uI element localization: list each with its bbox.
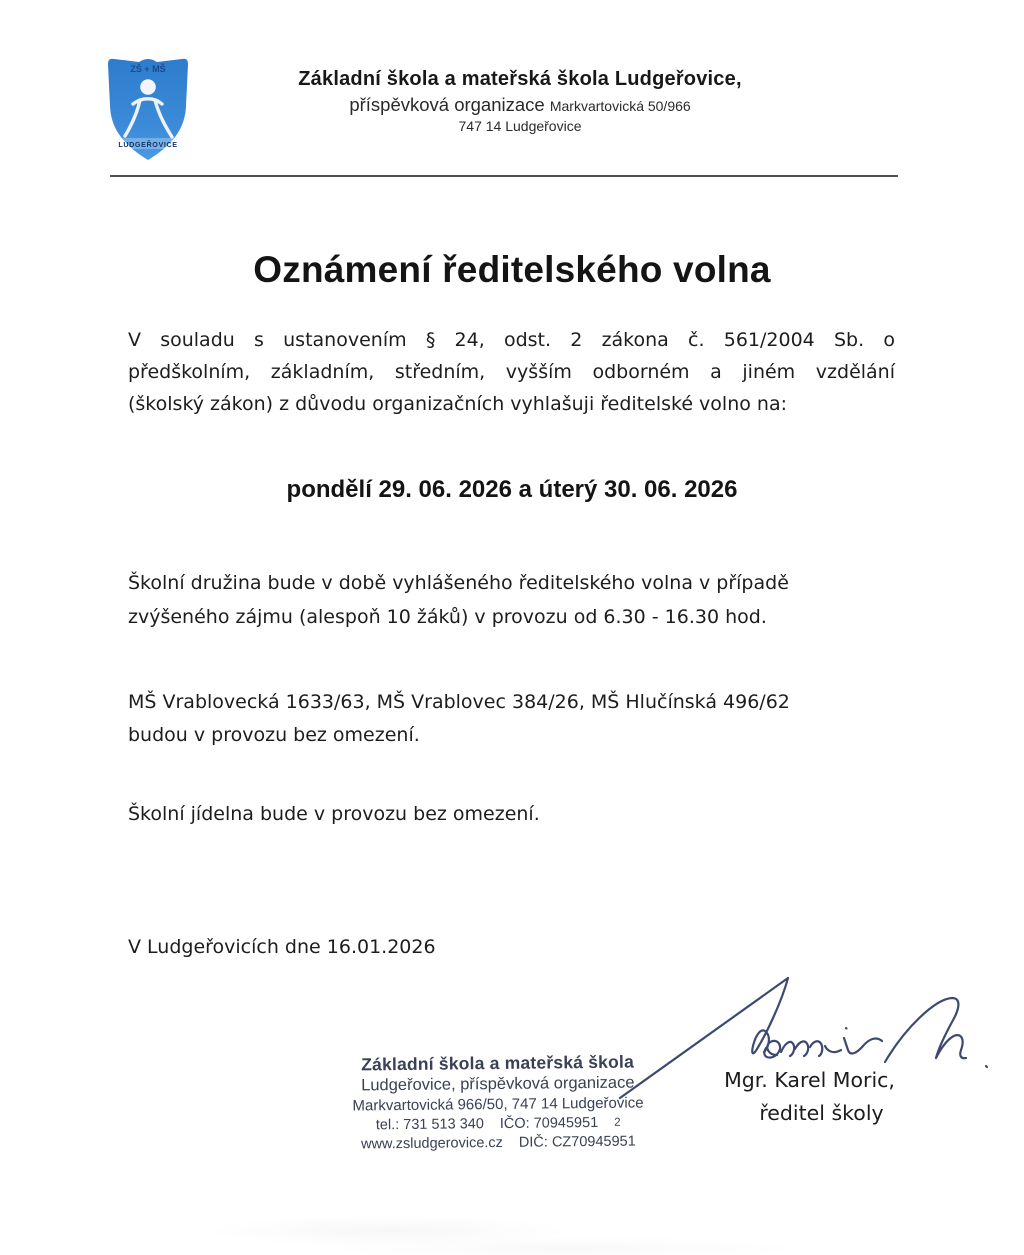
druzina-line-1: Školní družina bude v době vyhlášeného ředitelského volna v případě (128, 572, 789, 594)
letterhead (230, 68, 810, 134)
kindergartens-line-2: budou v provozu bez omezení. (128, 724, 420, 746)
stamp-tel: tel.: 731 513 340 (375, 1116, 484, 1134)
kindergartens-line-1: MŠ Vrablovecká 1633/63, MŠ Vrablovec 384/26, MŠ Hlučínská 496/62 (128, 691, 790, 713)
signer-role: ředitel školy (759, 1101, 884, 1125)
druzina-paragraph (128, 566, 895, 634)
rubber-stamp (345, 1050, 650, 1154)
druzina-line-2: zvýšeného zájmu (alespoň 10 žáků) v provozu od 6.30 - 16.30 hod. (128, 606, 767, 628)
holiday-dates-line: pondělí 29. 06. 2026 a úterý 30. 06. 2026 (286, 476, 738, 503)
letterhead-school-name: Základní škola a mateřská škola Ludgeřovice, (298, 68, 742, 90)
shield-icon (99, 54, 197, 164)
stamp-school-name: Základní škola a mateřská škola (361, 1051, 635, 1075)
letterhead-street: Markvartovická 50/966 (549, 98, 691, 114)
stamp-org-line: Ludgeřovice, příspěvková organizace (361, 1073, 635, 1095)
intro-paragraph (128, 324, 895, 420)
stamp-web-dic-row (346, 1132, 650, 1154)
stamp-website: www.zsludgerovice.cz (360, 1134, 503, 1153)
stamp-address-line: Markvartovická 966/50, 747 14 Ludgeřovice (352, 1094, 644, 1115)
intro-line-3: (školský zákon) z důvodu organizačních vyhlašuji ředitelské volno na: (128, 393, 787, 415)
stamp-number: 2 (614, 1116, 621, 1129)
document-title: Oznámení ředitelského volna (253, 249, 771, 290)
canteen-paragraph: Školní jídelna bude v provozu bez omezení. (128, 803, 540, 825)
header-divider-line (110, 175, 898, 177)
letterhead-org-row (230, 94, 810, 116)
logo-bottom-label: LUDGEŘOVICE (118, 140, 178, 149)
signer-name: Mgr. Karel Moric, (724, 1068, 895, 1092)
intro-line-1: V souladu s ustanovením § 24, odst. 2 zákona č. 561/2004 Sb. o (128, 329, 895, 351)
school-crest-logo (99, 54, 197, 164)
place-date-line: V Ludgeřovicích dne 16.01.2026 (128, 936, 436, 958)
letterhead-city: 747 14 Ludgeřovice (458, 118, 582, 134)
stamp-dic: DIČ: CZ70945951 (518, 1133, 636, 1151)
logo-top-label: ZŠ + MŠ (130, 64, 166, 74)
intro-line-2: předškolním, základním, středním, vyšším odborném a jiném vzdělání (128, 361, 895, 383)
figure-head (140, 79, 156, 95)
letterhead-org-type: příspěvková organizace (349, 94, 545, 115)
stamp-ico: IČO: 70945951 (499, 1114, 599, 1132)
kindergartens-paragraph (128, 686, 895, 752)
signer-block (697, 1064, 922, 1130)
